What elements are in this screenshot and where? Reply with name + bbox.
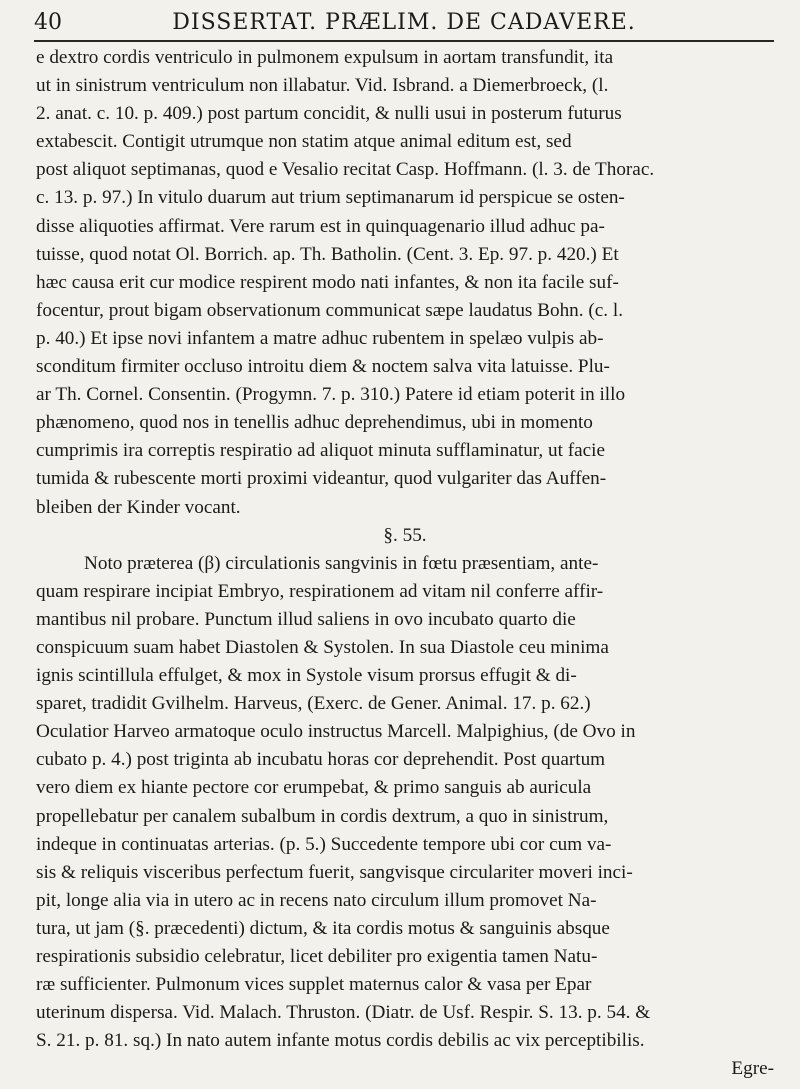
text-line: cumprimis ira correptis respiratio ad aliquot minuta sufflaminatur, ut facie <box>36 440 606 462</box>
text-line: ignis scintillula effulget, & mox in Systole visum prorsus effugit & di- <box>36 665 577 687</box>
text-line: sconditum firmiter occluso introitu diem & noctem salva vita latuisse. Plu- <box>36 356 610 378</box>
text-line: sparet, tradidit Gvilhelm. Harveus, (Exerc. de Gener. Animal. 17. p. 62.) <box>36 693 591 715</box>
text-line: S. 21. p. 81. sq.) In nato autem infante motus cordis debilis ac vix perceptibilis. <box>36 1030 645 1052</box>
text-line: Oculatior Harveo armatoque oculo instructus Marcell. Malpighius, (de Ovo in <box>36 721 636 743</box>
text-line: propellebatur per canalem subalbum in cordis dextrum, a quo in sinistrum, <box>36 805 609 827</box>
catchword: Egre- <box>731 1058 774 1080</box>
section-number: §. 55. <box>383 524 427 546</box>
text-line: ar Th. Cornel. Consentin. (Progymn. 7. p. 310.) Patere id etiam poterit in illo <box>36 384 626 406</box>
text-line: pit, longe alia via in utero ac in recens nato circulum illum promovet Na- <box>36 889 597 911</box>
text-line: ut in sinistrum ventriculum non illabatur. Vid. Isbrand. a Diemerbroeck, (l. <box>36 75 609 97</box>
text-line: ræ sufficienter. Pulmonum vices supplet maternus calor & vasa per Epar <box>36 974 592 996</box>
text-line: focentur, prout bigam observationum communicat sæpe laudatus Bohn. (c. l. <box>36 299 623 321</box>
text-line: post aliquot septimanas, quod e Vesalio recitat Casp. Hoffmann. (l. 3. de Thorac. <box>36 159 655 181</box>
text-line: hæc causa erit cur modice respirent modo nati infantes, & non ita facile suf- <box>36 271 619 293</box>
text-line: tumida & rubescente morti proximi videantur, quod vulgariter das Auffen- <box>36 468 607 490</box>
body-text <box>36 44 774 1083</box>
text-line: c. 13. p. 97.) In vitulo duarum aut trium septimanarum id perspicue se osten- <box>36 187 625 209</box>
text-line: tuisse, quod notat Ol. Borrich. ap. Th. Batholin. (Cent. 3. Ep. 97. p. 420.) Et <box>36 243 619 265</box>
text-line: Noto præterea (β) circulationis sangvinis in fœtu præsentiam, ante- <box>84 552 599 574</box>
running-title: DISSERTAT. PRÆLIM. DE CADAVERE. <box>172 9 636 35</box>
page-number: 40 <box>34 9 62 35</box>
text-line: p. 40.) Et ipse novi infantem a matre adhuc rubentem in spelæo vulpis ab- <box>36 327 604 349</box>
text-line: e dextro cordis ventriculo in pulmonem expulsum in aortam transfundit, ita <box>36 47 614 68</box>
page-header <box>34 4 774 42</box>
text-line: respirationis subsidio celebratur, licet debiliter pro exigentia tamen Natu- <box>36 946 598 967</box>
text-line: bleiben der Kinder vocant. <box>36 496 241 518</box>
text-line: tura, ut jam (§. præcedenti) dictum, & ita cordis motus & sanguinis absque <box>36 917 610 939</box>
text-line: quam respirare incipiat Embryo, respirationem ad vitam nil conferre affir- <box>36 580 604 602</box>
text-line: conspicuum suam habet Diastolen & Systolen. In sua Diastole ceu minima <box>36 636 609 658</box>
text-line: vero diem ex hiante pectore cor erumpebat, & primo sanguis ab auricula <box>36 777 592 799</box>
text-line: uterinum dispersa. Vid. Malach. Thruston. (Diatr. de Usf. Respir. S. 13. p. 54. & <box>36 1002 651 1024</box>
text-line: 2. anat. c. 10. p. 409.) post partum concidit, & nulli usui in posterum futurus <box>36 103 622 125</box>
text-line: phænomeno, quod nos in tenellis adhuc deprehendimus, ubi in momento <box>36 412 593 434</box>
text-line: sis & reliquis visceribus perfectum fuerit, sangvisque circulariter moveri inci- <box>36 861 633 883</box>
text-line: extabescit. Contigit utrumque non statim atque animal editum est, sed <box>36 131 572 153</box>
text-line: mantibus nil probare. Punctum illud saliens in ovo incubato quarto die <box>36 608 576 630</box>
text-line: disse aliquoties affirmat. Vere rarum est in quinquagenario illud adhuc pa- <box>36 215 605 237</box>
text-line: cubato p. 4.) post triginta ab incubatu horas cor deprehendit. Post quartum <box>36 749 606 771</box>
text-line: indeque in continuatas arterias. (p. 5.) Succedente tempore ubi cor cum va- <box>36 833 612 855</box>
